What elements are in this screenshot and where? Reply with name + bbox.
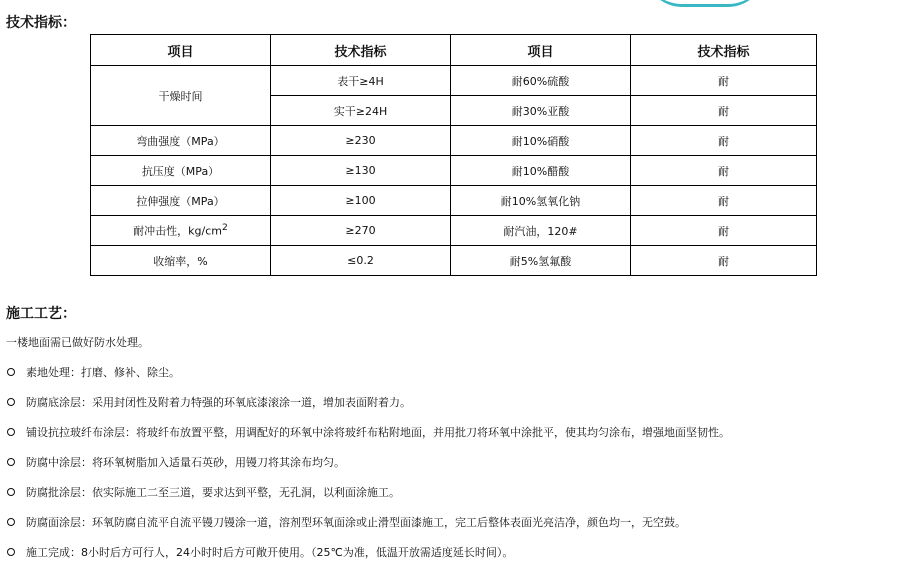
table-header-row [91,35,817,66]
process-step [6,484,400,500]
item-cell: 收缩率，% [91,246,271,276]
spec-cell: 表干≥4H [271,66,451,96]
decorative-arc [645,0,765,7]
step-text: 防腐中涂层：将环氧树脂加入适量石英砂，用镘刀将其涂布均匀。 [26,456,345,469]
circle-bullet-icon [7,548,15,556]
table-row [91,246,817,276]
item2-cell: 耐10%醋酸 [451,156,631,186]
header-item-2: 项目 [451,35,631,66]
step-text: 防腐底涂层：采用封闭性及附着力特强的环氧底漆滚涂一道，增加表面附着力。 [26,396,411,409]
header-spec-2: 技术指标 [631,35,817,66]
drying-item-cell: 干燥时间 [91,66,271,126]
process-heading: 施工工艺： [6,306,76,322]
table-row [91,126,817,156]
spec-cell: ≥230 [271,126,451,156]
process-step [6,394,411,410]
step-text: 防腐批涂层：依实际施工二至三道，要求达到平整，无孔洞，以利面涂施工。 [26,486,400,499]
spec2-cell: 耐 [631,246,817,276]
spec2-cell: 耐 [631,216,817,246]
circle-bullet-icon [7,428,15,436]
table-row [91,156,817,186]
process-step [6,424,730,440]
item2-cell: 耐60%硫酸 [451,66,631,96]
process-step [6,514,686,530]
spec-cell: ≤0.2 [271,246,451,276]
header-item: 项目 [91,35,271,66]
spec-cell: ≥270 [271,216,451,246]
item-cell: 抗压度（MPa） [91,156,271,186]
spec-heading: 技术指标： [6,15,76,31]
item2-cell: 耐5%氢氟酸 [451,246,631,276]
table-row [91,66,817,96]
step-text: 施工完成：8小时后方可行人，24小时时后方可敞开使用。（25℃为准，低温开放需适度延长时间）。 [26,546,514,559]
process-step [6,364,180,380]
circle-bullet-icon [7,518,15,526]
circle-bullet-icon [7,458,15,466]
step-text: 防腐面涂层：环氧防腐自流平自流平镘刀镘涂一道，溶剂型环氧面涂或止滑型面漆施工，完工后整体表面光亮洁净，颜色均一，无空鼓。 [26,516,686,529]
spec-table [90,34,817,276]
spec2-cell: 耐 [631,126,817,156]
spec2-cell: 耐 [631,186,817,216]
spec-cell: 实干≥24H [271,96,451,126]
step-text: 素地处理：打磨、修补、除尘。 [26,366,180,379]
process-step [6,544,513,560]
item-cell: 拉伸强度（MPa） [91,186,271,216]
circle-bullet-icon [7,488,15,496]
intro-text: 一楼地面需已做好防水处理。 [6,336,149,349]
spec-cell: ≥100 [271,186,451,216]
spec-cell: ≥130 [271,156,451,186]
item2-cell: 耐10%氢氧化钠 [451,186,631,216]
item-cell [91,216,271,246]
item2-cell: 耐10%硝酸 [451,126,631,156]
table-row [91,186,817,216]
item2-cell: 耐汽油，120# [451,216,631,246]
circle-bullet-icon [7,398,15,406]
item2-cell: 耐30%亚酸 [451,96,631,126]
spec2-cell: 耐 [631,66,817,96]
circle-bullet-icon [7,368,15,376]
step-text: 铺设抗拉玻纤布涂层：将玻纤布放置平整，用调配好的环氧中涂将玻纤布粘附地面，并用批刀将环氧中涂批平，使其均匀涂布，增强地面坚韧性。 [26,426,730,439]
header-spec: 技术指标 [271,35,451,66]
process-step [6,454,345,470]
table-row [91,216,817,246]
superscript: 2 [222,222,228,234]
item-cell-text: 耐冲击性，kg/cm [133,224,222,238]
item-cell: 弯曲强度（MPa） [91,126,271,156]
spec2-cell: 耐 [631,96,817,126]
spec2-cell: 耐 [631,156,817,186]
